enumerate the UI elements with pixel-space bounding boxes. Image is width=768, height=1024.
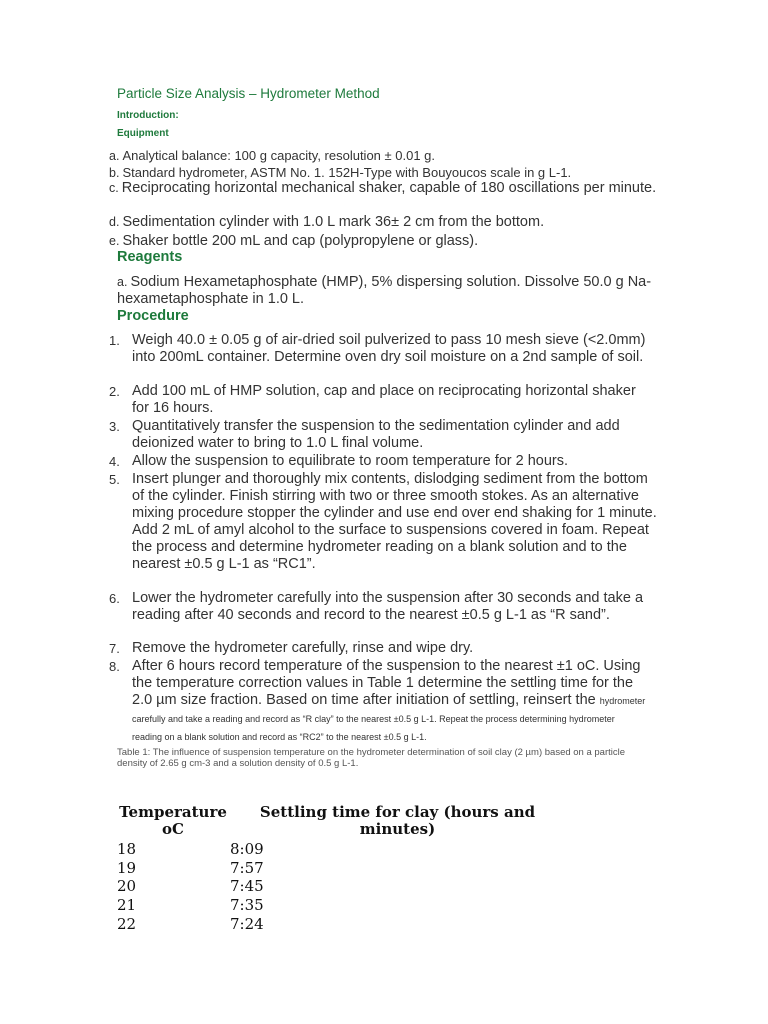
table-header-temperature: Temperature oC [119,803,227,838]
step-number: 5. [109,472,120,487]
table-cell-temperature: 19 [117,859,137,877]
list-marker: c. [109,181,119,195]
step-text: Add 100 mL of HMP solution, cap and place on reciprocating horizontal shaker for 16 hours. [132,383,636,416]
table-cell-time: 8:09 [230,840,264,858]
table-caption: Table 1: The influence of suspension temperature on the hydrometer determination of soil clay (2 µm) based on a particle density of 2.65 g cm-3 and a solution density of 0.5 g L-1. [117,747,626,769]
list-marker: a. [117,275,128,289]
reagents-heading: Reagents [117,249,183,265]
procedure-step [109,418,654,452]
table-cell-time: 7:57 [230,859,264,877]
step-text: Weigh 40.0 ± 0.05 g of air-dried soil pulverized to pass 10 mesh sieve (<2.0mm) into 200mL container. Determine oven dry soil moisture on a 2nd sample of soil. [132,332,646,365]
procedure-step [109,471,657,573]
equipment-item [109,214,669,231]
list-item-text: Reciprocating horizontal mechanical shaker, capable of 180 oscillations per minute. [121,180,657,196]
list-marker: e. [109,234,120,248]
list-item-text: Shaker bottle 200 mL and cap (polypropylene or glass). [122,233,479,249]
procedure-step [109,590,654,624]
list-marker: b. [109,166,120,180]
equipment-label: Equipment [117,128,169,139]
table-header-settling-time: Settling time for clay (hours and minutes) [259,803,536,838]
table-cell-temperature: 22 [117,915,137,933]
list-item-text: Sodium Hexametaphosphate (HMP), 5% dispersing solution. Dissolve 50.0 g Na-hexametaphosphate in 1.0 L. [117,274,652,307]
step-text: Allow the suspension to equilibrate to room temperature for 2 hours. [132,453,569,469]
page-title: Particle Size Analysis – Hydrometer Method [117,86,380,101]
table-cell-temperature: 20 [117,877,137,895]
list-marker: a. [109,149,120,163]
step-number: 6. [109,591,120,606]
step-text: Remove the hydrometer carefully, rinse and wipe dry. [132,640,474,656]
step-number: 3. [109,419,120,434]
list-marker: d. [109,215,120,229]
table-cell-temperature: 18 [117,840,137,858]
step-text-container [132,658,647,746]
list-item-text: Standard hydrometer, ASTM No. 1. 152H-Type with Bouyoucos scale in g L-1. [122,165,572,180]
procedure-step [109,383,654,417]
table-cell-time: 7:24 [230,915,264,933]
step-text: Insert plunger and thoroughly mix contents, dislodging sediment from the bottom of the cylinder. Finish stirring with two or three smooth stokes. As an alternative mixing procedure stopper the cylinder and use end over end shaking for 1 minute. Add 2 mL of amyl alcohol to the surface to suspensions covered in foam. Repeat the process and determine hydrometer reading on a blank solution and to the nearest ±0.5 g L-1 as “RC1”. [132,471,657,572]
step-number: 1. [109,333,120,348]
procedure-step [109,640,654,657]
table-cell-temperature: 21 [117,896,137,914]
step-text: Quantitatively transfer the suspension to the sedimentation cylinder and add deionized water to bring to 1.0 L final volume. [132,418,620,451]
introduction-label: Introduction: [117,110,179,121]
step-number: 7. [109,641,120,656]
list-item-text: Analytical balance: 100 g capacity, resolution ± 0.01 g. [122,148,436,163]
equipment-item [109,233,669,250]
table-cell-time: 7:35 [230,896,264,914]
procedure-step [109,658,647,746]
equipment-item [109,147,669,165]
step-text: After 6 hours record temperature of the suspension to the nearest ±1 oC. Using the temperature correction values in Table 1 determine the settling time for the 2.0 µm size fraction. Based on time after initiation of settling, reinsert the [132,658,641,708]
step-text-small: hydrometer carefully and take a reading and record as “R clay” to the nearest ±0.5 g L-1. Repeat the process determining hydrometer reading on a blank solution and record as “RC2” to the nearest ±0.5 g L-1. [132,696,646,742]
procedure-heading: Procedure [117,308,189,324]
procedure-step [109,453,654,470]
procedure-step [109,332,654,366]
step-number: 4. [109,454,120,469]
step-number: 8. [109,659,120,674]
reagent-item [117,274,657,308]
step-text: Lower the hydrometer carefully into the suspension after 30 seconds and take a reading after 40 seconds and record to the nearest ±0.5 g L-1 as “R sand”. [132,590,644,623]
step-number: 2. [109,384,120,399]
list-item-text: Sedimentation cylinder with 1.0 L mark 36± 2 cm from the bottom. [122,214,545,230]
table-cell-time: 7:45 [230,877,264,895]
equipment-item [109,180,669,197]
